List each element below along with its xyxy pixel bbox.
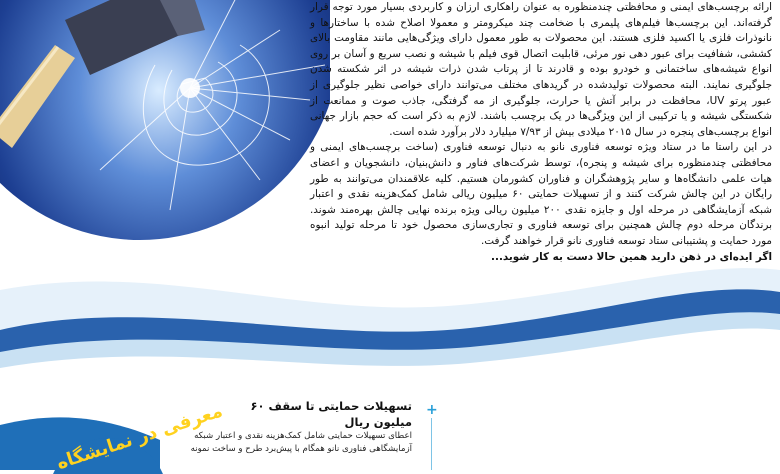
support-card [190, 398, 412, 470]
card-title: تسهیلات حمایتی تا سقف ۶۰ میلیون ریال [250, 399, 412, 429]
badge-label: معرفی در نمایشگاه [54, 400, 226, 474]
article-paragraph: در این راستا ما در ستاد ویژه توسعه فناوری نانو به دنبال توسعه فناوری (ساخت برچسب‌های ایمنی و محافظتی چندمنظوره برای شیشه و پنجره)، توسط شرکت‌های فناور و دانش‌بنیان، دانشجویان و اعضای هیات علمی دانشگاه‌ها و سایر پژوهشگران و فناوران کشورمان هستیم. کلیه علاقمندان می‌توانند به طور رایگان در این چالش شرکت کنند و از تسهیلات حمایتی ۶۰ میلیون ریالی شامل کمک‌هزینه نقدی و اعتبار شبکه آزمایشگاهی در مرحله اول و جایزه نقدی ۲۰۰ میلیون ریالی ویژه برنده نهایی چالش بهره‌مند شوند. برندگان مرحله دوم چالش همچنین برای توسعه فناوری و تجاری‌سازی محصول خود تا مرحله تولید انبوه مورد حمایت و پشتیبانی ستاد توسعه فناوری نانو قرار خواهند گرفت. [310, 141, 772, 247]
badge [48, 400, 226, 474]
article-body [310, 0, 772, 312]
broken-glass-photo [0, 0, 330, 250]
card-line: آزمایشگاهی فناوری نانو همگام با پیش‌برد طرح و ساخت نمونه [190, 444, 412, 454]
card-guide-line [431, 418, 432, 470]
article-closing-line: اگر ایده‌ای در ذهن دارید همین حالا دست به کار شوید... [491, 250, 772, 263]
plus-icon: + [426, 402, 438, 418]
article-paragraph: ارائه برچسب‌های ایمنی و محافظتی چندمنظوره به عنوان راهکاری ارزان و کاربردی بسیار مورد توجه قرار گرفته‌اند. این برچسب‌ها فیلم‌های پلیمری با ضخامت چند میکرومتر و معمولا اصلاح شده با ساختارها و نانوذرات فلزی یا اکسید فلزی هستند. این محصولات به طور معمول دارای ویژگی‌هایی مانند مقاومت بالای کششی، شفافیت برای عبور دهی نور مرئی، قابلیت اتصال قوی فیلم با شیشه و نصب سریع و آسان بر روی انواع شیشه‌های ساختمانی و خودرو بوده و قادرند تا از پرتاب شدن ذرات شیشه در اثر شکسته شدن جلوگیری نمایند. البته محصولات تولیدشده در گریدهای مختلف می‌توانند دارای خواصی نظیر جلوگیری از عبور پرتو UV، محافظت در برابر آتش یا حرارت، جلوگیری از مه گرفتگی، جاذب صوت و ممانعت از شکستگی شیشه و یا ترکیبی از این ویژگی‌ها در یک برچسب باشند. لازم به ذکر است که حجم بازار جهانی انواع برچسب‌های پنجره در سال ۲۰۱۵ میلادی بیش از ۷/۹۳ میلیارد دلار برآورد شده است. [310, 1, 772, 138]
card-line: اعطای تسهیلات حمایتی شامل کمک‌هزینه نقدی و اعتبار شبکه [194, 431, 412, 441]
